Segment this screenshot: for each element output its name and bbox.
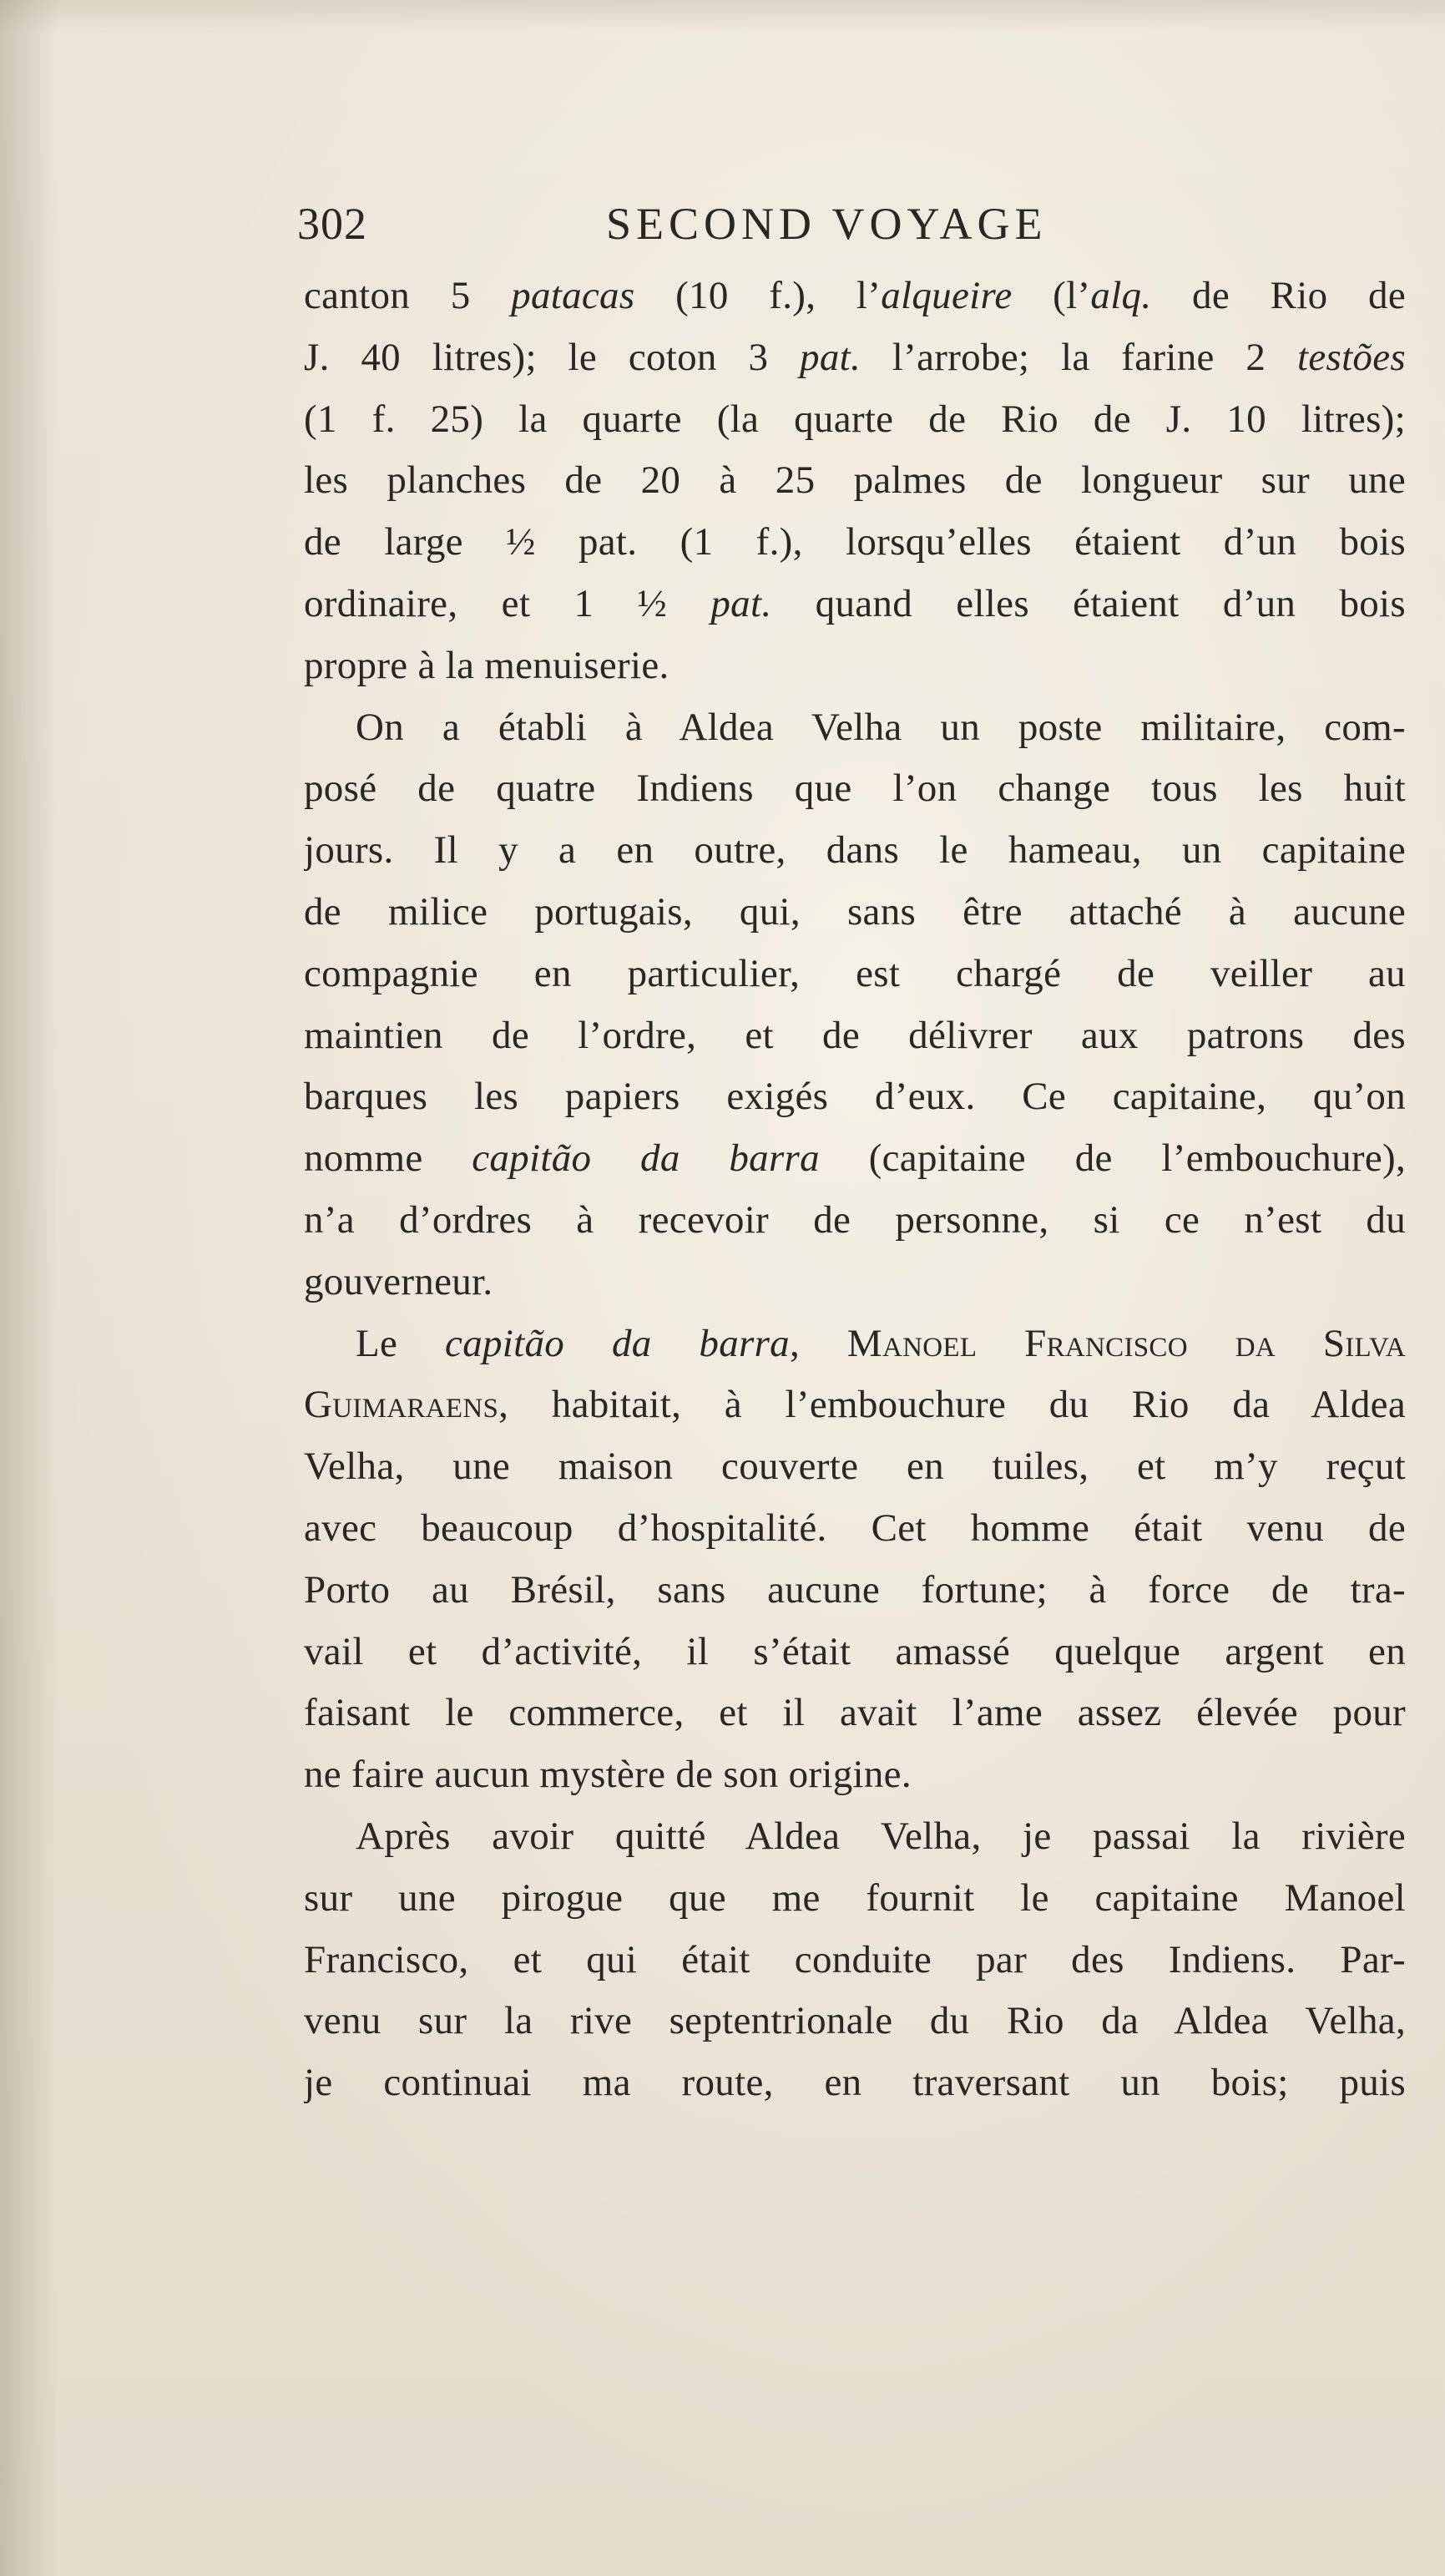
italic-text: capitão da barra <box>472 1136 820 1181</box>
text-run: faisant le commerce, et il avait l’ame assez élevée pour <box>304 1691 1406 1735</box>
italic-text: alq. <box>1090 274 1152 317</box>
text-run: Francisco, et qui était conduite par des Indiens. Par- <box>304 1937 1406 1981</box>
italic-text: pat. <box>800 335 861 379</box>
text-run: Après avoir quitté Aldea Velha, je passai la rivière <box>356 1814 1406 1858</box>
text-line-15 <box>304 1128 1406 1190</box>
text-line-18 <box>304 1313 1406 1375</box>
top-edge-shadow <box>0 0 1445 33</box>
text-line-22 <box>304 1560 1406 1622</box>
body-text <box>304 266 1406 2114</box>
small-caps-text: Guimaraens <box>304 1383 499 1427</box>
text-line-6 <box>304 574 1406 635</box>
text-run: propre à la menuiserie. <box>304 643 669 687</box>
text-line-27 <box>304 1868 1406 1930</box>
text-run: de milice portugais, qui, sans être attaché à aucune <box>304 889 1406 934</box>
small-caps-text: Manoel Francisco da Silva <box>846 1321 1406 1365</box>
text-line-11 <box>304 882 1406 944</box>
text-run: On a établi à Aldea Velha un poste militaire, com- <box>356 705 1406 749</box>
text-run: sur une pirogue que me fournit le capitaine Manoel <box>304 1875 1406 1920</box>
text-line-13 <box>304 1005 1406 1067</box>
text-run: de Rio de <box>1151 274 1406 317</box>
italic-text: pat. <box>710 581 772 625</box>
text-run: Porto au Brésil, sans aucune fortune; à force de tra- <box>304 1567 1406 1612</box>
text-run: (l’ <box>1012 274 1091 317</box>
text-run: les planches de 20 à 25 palmes de longueur sur une <box>304 458 1406 503</box>
text-line-10 <box>304 820 1406 882</box>
text-run: nomme <box>304 1136 472 1181</box>
text-line-17 <box>304 1252 1406 1313</box>
text-run: l’arrobe; la farine 2 <box>861 335 1297 379</box>
text-line-21 <box>304 1498 1406 1560</box>
page-header <box>297 190 1416 257</box>
text-run: (capitaine de l’embouchure), <box>819 1136 1406 1181</box>
text-run: canton 5 <box>304 274 512 317</box>
text-run: Velha, une maison couverte en tuiles, et m’y reçut <box>304 1445 1406 1489</box>
text-run: compagnie en particulier, est chargé de veiller au <box>304 951 1406 995</box>
text-run: , <box>790 1321 847 1365</box>
text-line-30 <box>304 2052 1406 2114</box>
italic-text: testões <box>1296 335 1406 379</box>
text-run: jours. Il y a en outre, dans le hameau, un capitaine <box>304 828 1406 873</box>
text-run: gouverneur. <box>304 1259 493 1303</box>
binding-shadow <box>0 0 58 2576</box>
text-run: vail et d’activité, il s’était amassé quelque argent en <box>304 1629 1406 1673</box>
text-line-29 <box>304 1991 1406 2052</box>
text-run: venu sur la rive septentrionale du Rio da Aldea Velha, <box>304 1999 1406 2043</box>
text-run: ne faire aucun mystère de son origine. <box>304 1753 912 1797</box>
text-run: ordinaire, et 1 ½ <box>304 581 711 625</box>
text-run: quand elles étaient d’un bois <box>771 581 1406 625</box>
text-line-14 <box>304 1066 1406 1128</box>
text-line-24 <box>304 1683 1406 1744</box>
text-line-7 <box>304 635 1406 697</box>
text-line-26 <box>304 1806 1406 1868</box>
text-line-23 <box>304 1622 1406 1683</box>
text-line-25 <box>304 1744 1406 1806</box>
text-run: posé de quatre Indiens que l’on change tous les huit <box>304 767 1406 811</box>
running-title: SECOND VOYAGE <box>606 199 1048 249</box>
text-line-20 <box>304 1436 1406 1498</box>
italic-text: alqueire <box>881 274 1013 317</box>
text-run: Le <box>356 1321 446 1365</box>
text-run: (1 f. 25) la quarte (la quarte de Rio de J. 10 litres); <box>304 397 1406 441</box>
text-line-19 <box>304 1374 1406 1436</box>
italic-text: patacas <box>511 274 635 317</box>
text-run: barques les papiers exigés d’eux. Ce capitaine, qu’on <box>304 1075 1406 1119</box>
text-line-2 <box>304 327 1406 389</box>
text-run: (10 f.), l’ <box>634 274 882 317</box>
page-number: 302 <box>297 199 367 249</box>
text-line-12 <box>304 944 1406 1005</box>
text-line-16 <box>304 1190 1406 1252</box>
text-line-9 <box>304 758 1406 820</box>
text-run: maintien de l’ordre, et de délivrer aux patrons des <box>304 1013 1406 1057</box>
text-line-28 <box>304 1930 1406 1991</box>
italic-text: capitão da barra <box>445 1321 790 1365</box>
text-run: je continuai ma route, en traversant un bois; puis <box>304 2061 1406 2105</box>
text-line-5 <box>304 512 1406 574</box>
text-line-1 <box>304 266 1406 327</box>
text-run: , habitait, à l’embouchure du Rio da Aldea <box>498 1383 1406 1427</box>
text-line-4 <box>304 450 1406 512</box>
text-run: J. 40 litres); le coton 3 <box>304 335 801 379</box>
text-line-3 <box>304 389 1406 451</box>
text-run: n’a d’ordres à recevoir de personne, si ce n’est du <box>304 1197 1406 1242</box>
text-run: avec beaucoup d’hospitalité. Cet homme était venu de <box>304 1506 1406 1550</box>
text-run: de large ½ pat. (1 f.), lorsqu’elles étaient d’un bois <box>304 520 1406 564</box>
text-line-8 <box>304 697 1406 759</box>
